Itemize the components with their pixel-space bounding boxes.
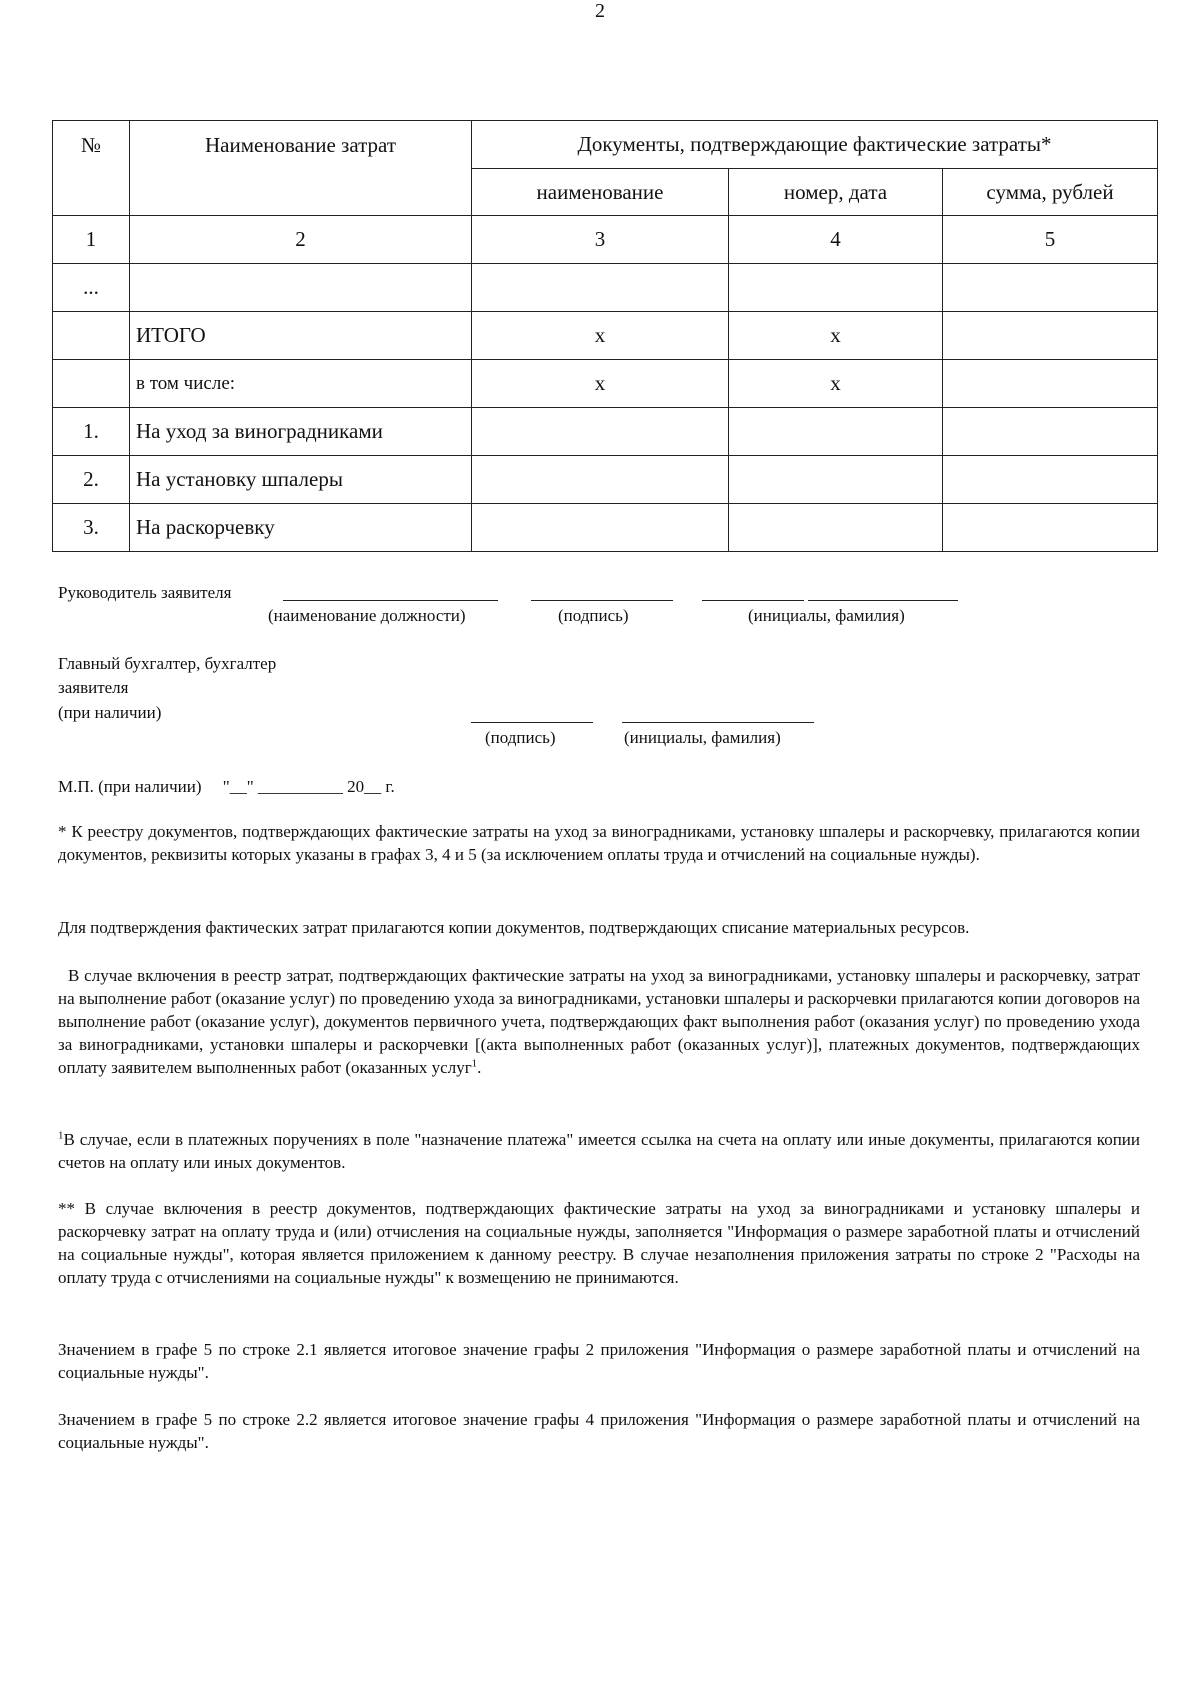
footnote-ref: 1: [471, 1057, 478, 1070]
row-cost-name: [130, 264, 472, 312]
accountant-label-3: (при наличии): [58, 703, 162, 722]
head-signature-label: Руководитель заявителя: [58, 583, 232, 602]
signature-line: [531, 600, 673, 601]
row-doc-name: [472, 456, 729, 504]
row-number: 3.: [53, 504, 130, 552]
row-cost-name: в том числе:: [130, 360, 472, 408]
page-number: 2: [595, 0, 605, 22]
row-doc-sum: [943, 264, 1158, 312]
row-number: [53, 360, 130, 408]
row-doc-name: [472, 504, 729, 552]
accountant-signature-line: [471, 722, 593, 723]
column-number: 1: [53, 216, 130, 264]
footnote-asterisk: * К реестру документов, подтверждающих фактические затраты на уход за виноградниками, установку шпалеры и раскорчевку, прилагаются копии документов, реквизиты которых указаны в графах 3, 4 и 5 (за исключением оплаты труда и отчислений на социальные нужды).: [58, 822, 1140, 864]
row-doc-sum: [943, 504, 1158, 552]
header-doc-number-date: номер, дата: [729, 169, 943, 216]
row-number: [53, 312, 130, 360]
footnote-contracts-end: .: [477, 1058, 482, 1077]
table-row: [53, 264, 1158, 312]
column-number: 2: [130, 216, 472, 264]
row-doc-number-date: [729, 456, 943, 504]
table-row: [53, 408, 1158, 456]
row-cost-name: На уход за виноградниками: [130, 408, 472, 456]
footnote-line-2-2: Значением в графе 5 по строке 2.2 является итоговое значение графы 4 приложения "Информация о размере заработной платы и отчислений на социальные нужды".: [58, 1410, 1140, 1452]
row-doc-name: x: [472, 360, 729, 408]
accountant-label-2: заявителя: [58, 678, 129, 697]
row-doc-sum: [943, 312, 1158, 360]
row-doc-name: [472, 264, 729, 312]
header-doc-name: наименование: [472, 169, 729, 216]
footnote-invoices: [58, 1128, 1140, 1174]
row-number: 1.: [53, 408, 130, 456]
row-doc-number-date: [729, 408, 943, 456]
initials-caption: (инициалы, фамилия): [748, 606, 905, 625]
table-row: [53, 504, 1158, 552]
row-doc-number-date: [729, 264, 943, 312]
row-doc-sum: [943, 456, 1158, 504]
header-doc-sum: сумма, рублей: [943, 169, 1158, 216]
footnote-invoices-text: В случае, если в платежных поручениях в поле "назначение платежа" имеется ссылка на счета на оплату или иные документы, прилагаются копии счетов на оплату или иных документов.: [58, 1130, 1140, 1172]
row-doc-name: [472, 408, 729, 456]
row-number: 2.: [53, 456, 130, 504]
row-cost-name: ИТОГО: [130, 312, 472, 360]
row-doc-name: x: [472, 312, 729, 360]
initials-line-a: [702, 600, 804, 601]
header-cost-name: Наименование затрат: [130, 121, 472, 216]
signature-caption: (подпись): [558, 606, 629, 625]
footnote-marker: 1: [58, 1129, 64, 1142]
column-numbers-row: [53, 216, 1158, 264]
table-row: [53, 312, 1158, 360]
initials-line-b: [808, 600, 958, 601]
accountant-signature-caption: (подпись): [485, 728, 556, 747]
table-row: [53, 456, 1158, 504]
column-number: 3: [472, 216, 729, 264]
position-caption: (наименование должности): [268, 606, 466, 625]
column-number: 5: [943, 216, 1158, 264]
accountant-initials-caption: (инициалы, фамилия): [624, 728, 781, 747]
stamp-date-line: М.П. (при наличии) "__" __________ 20__ г.: [58, 777, 395, 796]
footnote-line-2-1: Значением в графе 5 по строке 2.1 является итоговое значение графы 2 приложения "Информация о размере заработной платы и отчислений на социальные нужды".: [58, 1340, 1140, 1382]
footnote-contracts-text: В случае включения в реестр затрат, подтверждающих фактические затраты на уход за виноградниками, установку шпалеры и раскорчевку, затрат на выполнение работ (оказание услуг) по проведению ухода за виноградниками, установки шпалеры и раскорчевки прилагаются копии договоров на выполнение работ (оказание услуг), документов первичного учета, подтверждающих факт выполнения работ (оказания услуг) по проведению ухода за виноградниками, установки шпалеры и раскорчевки [(акта выполненных работ (оказанных услуг)], платежных документов, подтверждающих оплату заявителем выполненных работ (оказанных услуг: [58, 966, 1140, 1077]
row-doc-number-date: x: [729, 312, 943, 360]
cost-registry-table: [52, 120, 1158, 552]
accountant-initials-line: [622, 722, 814, 723]
position-line: [283, 600, 498, 601]
table-header-row: [53, 121, 1158, 169]
footnote-double-asterisk: ** В случае включения в реестр документов, подтверждающих фактические затраты на уход за виноградниками и установку шпалеры и раскорчевку затрат на оплату труда и (или) отчисления на социальные нужды, заполняется "Информация о размере заработной платы и отчислений на социальные нужды", которая является приложением к данному реестру. В случае незаполнения приложения затраты по строке 2 "Расходы на оплату труда с отчислениями на социальные нужды" к возмещению не принимаются.: [58, 1199, 1140, 1287]
header-documents: Документы, подтверждающие фактические затраты*: [472, 121, 1158, 169]
row-number: ...: [53, 264, 130, 312]
table-row: [53, 360, 1158, 408]
row-doc-sum: [943, 408, 1158, 456]
column-number: 4: [729, 216, 943, 264]
header-number: №: [53, 121, 130, 216]
footnote-materials: Для подтверждения фактических затрат прилагаются копии документов, подтверждающих списание материальных ресурсов.: [58, 918, 970, 937]
row-cost-name: На раскорчевку: [130, 504, 472, 552]
row-cost-name: На установку шпалеры: [130, 456, 472, 504]
row-doc-sum: [943, 360, 1158, 408]
row-doc-number-date: x: [729, 360, 943, 408]
row-doc-number-date: [729, 504, 943, 552]
accountant-label-1: Главный бухгалтер, бухгалтер: [58, 654, 277, 673]
footnote-contracts: [58, 964, 1140, 1079]
